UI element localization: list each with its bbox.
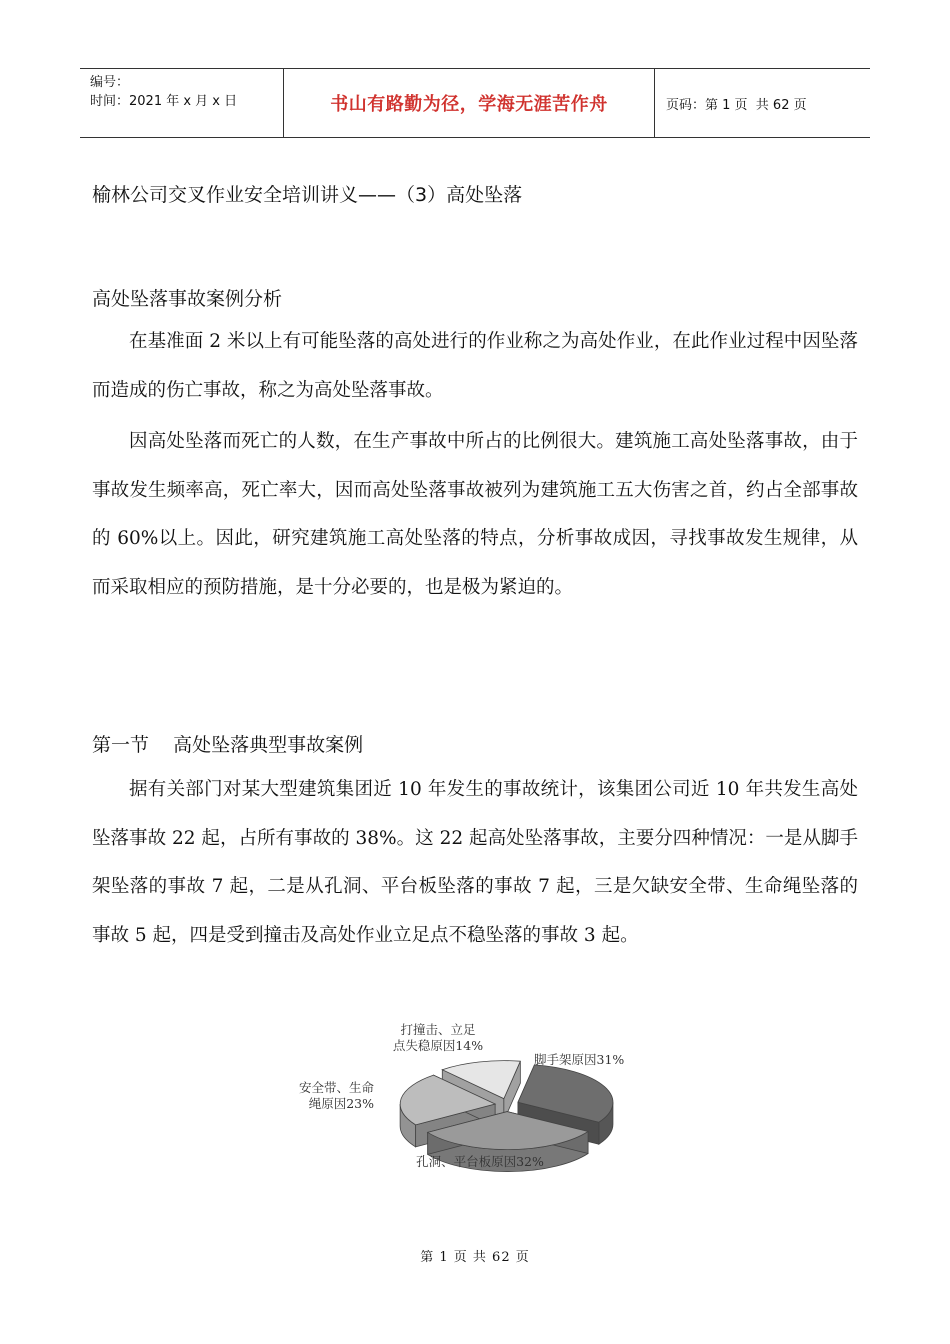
pie-label-4-line2: 点失稳原因14%	[392, 1038, 484, 1053]
page-header	[80, 68, 870, 138]
document-title: 榆林公司交叉作业安全培训讲义——（3）高处坠落	[92, 184, 523, 206]
paragraph-case-stats: 据有关部门对某大型建筑集团近 10 年发生的事故统计，该集团公司近 10 年共发生高处坠落事故 22 起，占所有事故的 38%。这 22 起高处坠落事故，主要分四种情况：一是从脚手架坠落的事故 7 起，二是从孔洞、平台板坠落的事故 7 起，三是欠缺安全带、生命绳坠落的事故 5 起，四是受到撞击及高处作业立足点不稳坠落的事故 3 起。	[92, 779, 858, 946]
pie-label-2: 孔洞、平台板原因32%	[416, 1154, 544, 1169]
header-meta	[90, 73, 280, 111]
header-page-info: 页码：第 1 页 共 62 页	[666, 97, 807, 113]
paragraph-definition: 在基准面 2 米以上有可能坠落的高处进行的作业称之为高处作业，在此作业过程中因坠落而造成的伤亡事故，称之为高处坠落事故。	[92, 331, 858, 401]
pie-label-1: 脚手架原因31%	[534, 1052, 625, 1067]
pie-label-4: 打撞击、立足	[400, 1022, 476, 1037]
page-footer: 第 1 页 共 62 页	[420, 1250, 530, 1265]
pie-label-3: 安全带、生命	[298, 1080, 374, 1095]
header-motto: 书山有路勤为径，学海无涯苦作舟	[283, 69, 655, 137]
paragraph-statistics: 因高处坠落而死亡的人数，在生产事故中所占的比例很大。建筑施工高处坠落事故，由于事故发生频率高，死亡率大，因而高处坠落事故被列为建筑施工五大伤害之首，约占全部事故的 60%以上。因此，研究建筑施工高处坠落的特点，分析事故成因，寻找事故发生规律，从而采取相应的预防措施，是十分必要的，也是极为紧迫的。	[92, 431, 858, 598]
pie-chart-svg	[262, 1010, 692, 1200]
accident-cause-pie-chart	[262, 1010, 692, 1200]
section-heading-typical-cases: 第一节 高处坠落典型事故案例	[92, 734, 364, 756]
pie-label-3-line2: 绳原因23%	[308, 1096, 374, 1111]
document-date-label: 时间：2021 年 x 月 x 日	[90, 94, 238, 109]
section-heading-case-analysis: 高处坠落事故案例分析	[92, 288, 283, 310]
document-number-label: 编号：	[90, 75, 130, 90]
